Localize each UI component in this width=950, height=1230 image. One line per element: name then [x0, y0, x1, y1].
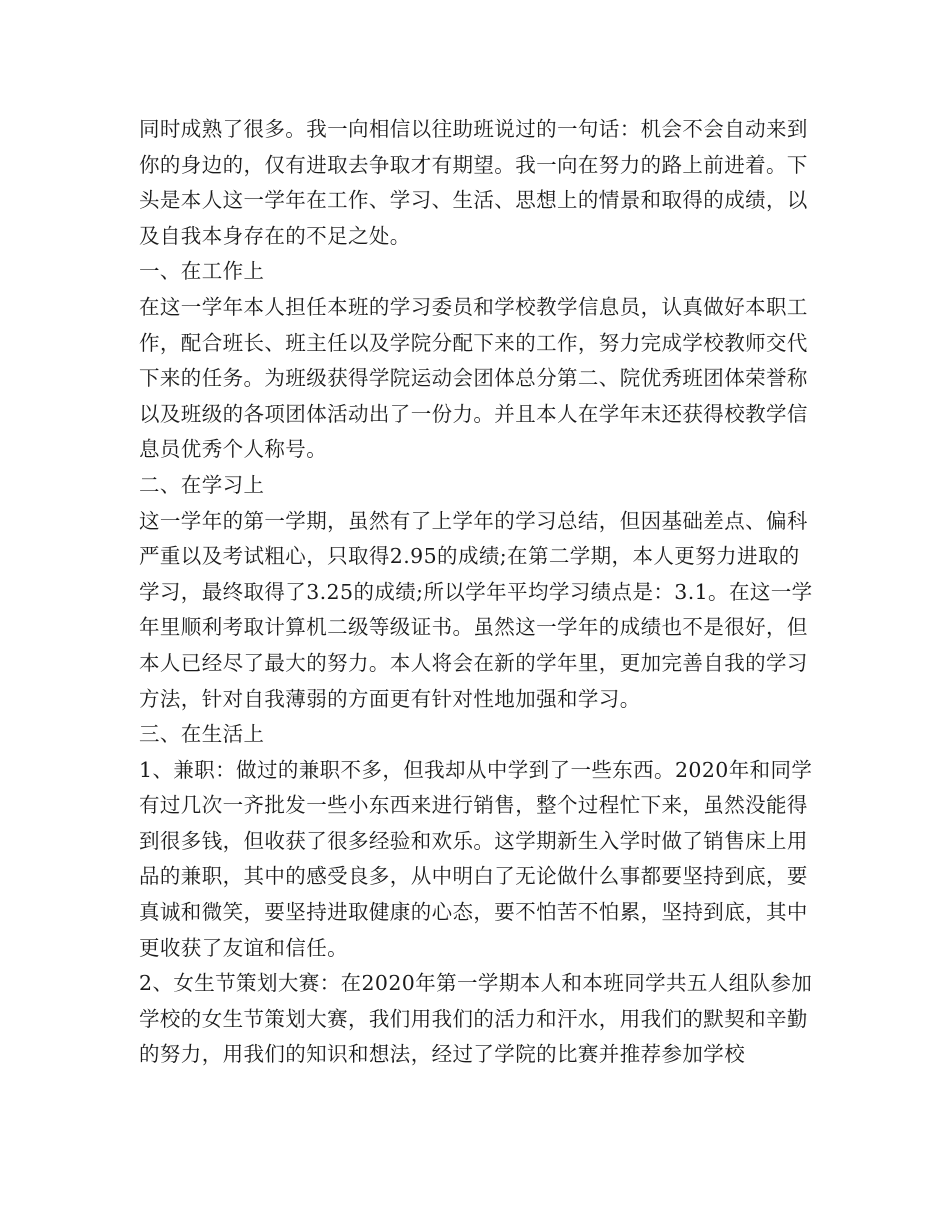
- paragraph-life-contest: 2、女生节策划大赛：在2020年第一学期本人和本班同学共五人组队参加学校的女生节策划大赛，我们用我们的活力和汗水，用我们的默契和辛勤的努力，用我们的知识和想法，经过了学院的比赛并推荐参加学校: [139, 971, 813, 1067]
- section-heading-study: 二、在学习上: [139, 472, 265, 497]
- paragraph-life-parttime: 1、兼职：做过的兼职不多，但我却从中学到了一些东西。2020年和同学有过几次一齐批发一些小东西来进行销售，整个过程忙下来，虽然没能得到很多钱，但收获了很多经验和欢乐。这学期新生入学时做了销售床上用品的兼职，其中的感受良多，从中明白了无论做什么事都要坚持到底，要真诚和微笑，要坚持进取健康的心态，要不怕苦不怕累，坚持到底，其中更收获了友谊和信任。: [139, 757, 813, 960]
- paragraph-intro: 同时成熟了很多。我一向相信以往助班说过的一句话：机会不会自动来到你的身边的，仅有进取去争取才有期望。我一向在努力的路上前进着。下头是本人这一学年在工作、学习、生活、思想上的情景和取得的成绩，以及自我本身存在的不足之处。: [139, 117, 808, 248]
- paragraph-study: 这一学年的第一学期，虽然有了上学年的学习总结，但因基础差点、偏科严重以及考试粗心，只取得2.95的成绩;在第二学期，本人更努力进取的学习，最终取得了3.25的成绩;所以学年平均学习绩点是：3.1。在这一学年里顺利考取计算机二级等级证书。虽然这一学年的成绩也不是很好，但本人已经尽了最大的努力。本人将会在新的学年里，更加完善自我的学习方法，针对自我薄弱的方面更有针对性地加强和学习。: [139, 508, 813, 711]
- section-heading-life: 三、在生活上: [139, 722, 265, 747]
- section-heading-work: 一、在工作上: [139, 259, 265, 284]
- paragraph-work: 在这一学年本人担任本班的学习委员和学校教学信息员，认真做好本职工作，配合班长、班主任以及学院分配下来的工作，努力完成学校教师交代下来的任务。为班级获得学院运动会团体总分第二、院优秀班团体荣誉称以及班级的各项团体活动出了一份力。并且本人在学年末还获得校教学信息员优秀个人称号。: [139, 294, 808, 462]
- document-body: [139, 112, 815, 1073]
